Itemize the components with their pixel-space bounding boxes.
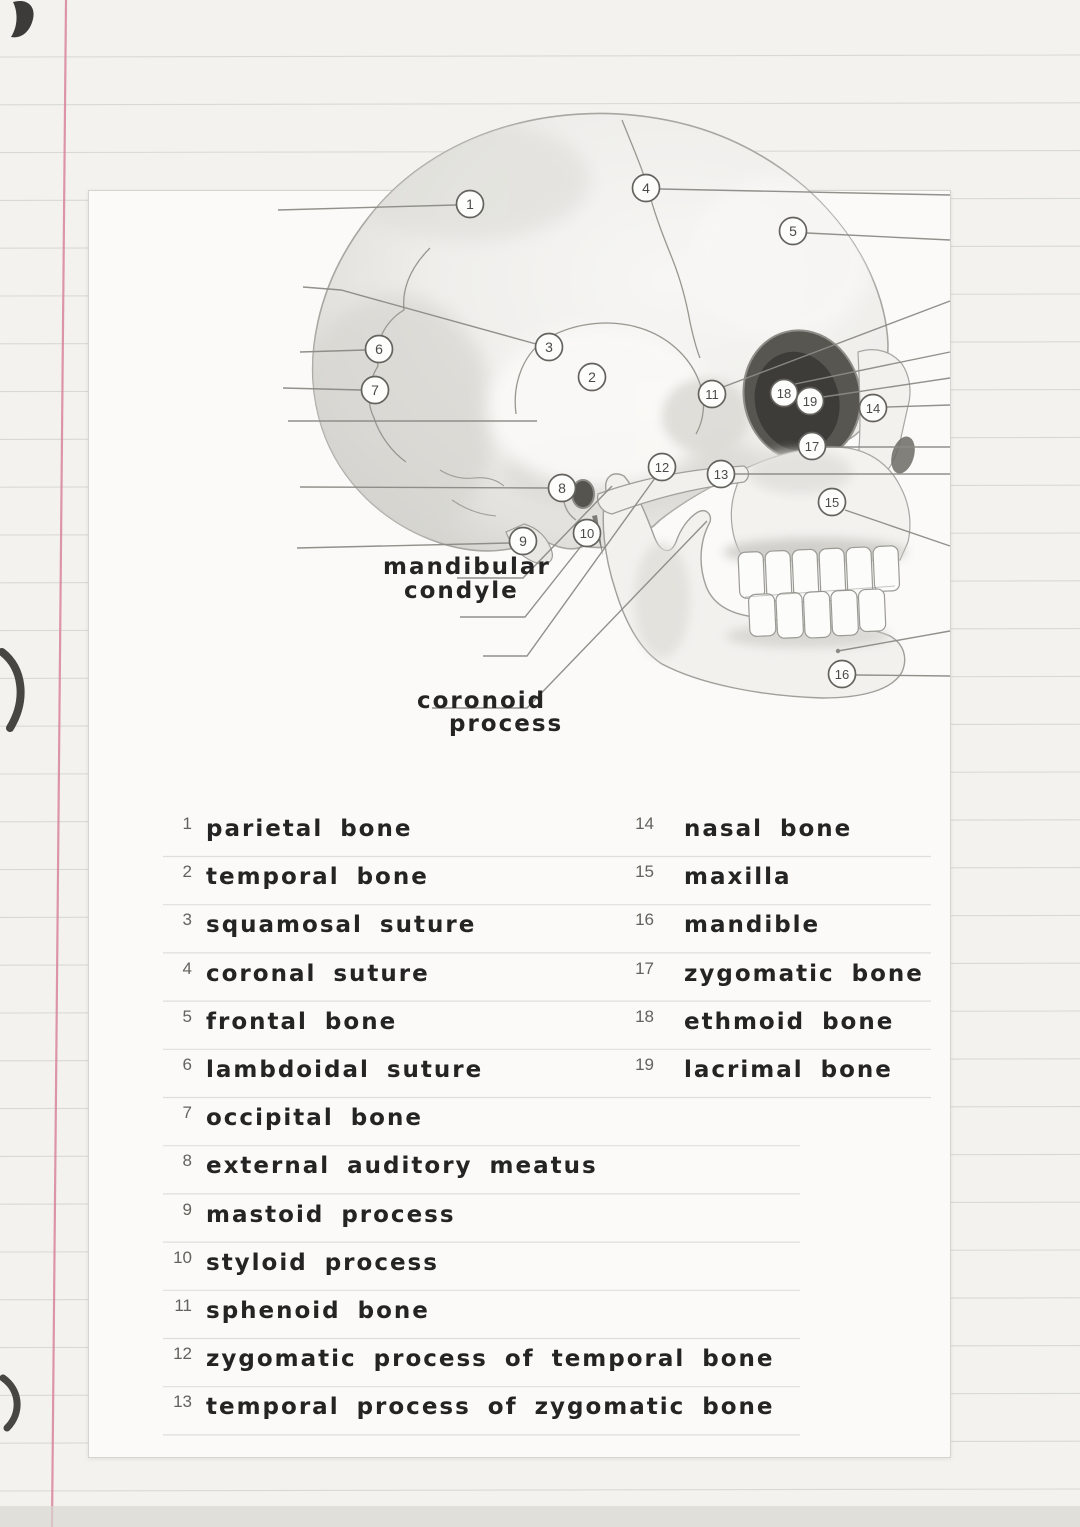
- svg-text:9: 9: [519, 533, 527, 549]
- annotation-text: coronoid: [417, 688, 547, 714]
- legend-item-8: external auditory meatus: [206, 1153, 598, 1180]
- legend-item-11: sphenoid bone: [206, 1298, 430, 1324]
- legend-item-18: ethmoid bone: [684, 1008, 895, 1035]
- legend-item-7: occipital bone: [206, 1105, 423, 1132]
- legend-num-17: 17: [635, 958, 654, 978]
- legend-num-4: 4: [182, 958, 192, 978]
- svg-text:3: 3: [545, 339, 553, 355]
- legend-num-14: 14: [635, 814, 654, 833]
- legend-num-15: 15: [635, 862, 654, 882]
- legend-num-11: 11: [174, 1296, 192, 1315]
- svg-text:1: 1: [466, 196, 474, 212]
- legend-item-4: coronal suture: [206, 960, 430, 987]
- svg-text:12: 12: [654, 460, 670, 475]
- svg-text:11: 11: [705, 387, 719, 402]
- svg-text:16: 16: [834, 667, 850, 682]
- legend-item-17: zygomatic bone: [684, 960, 924, 987]
- legend-item-14: nasal bone: [684, 816, 853, 842]
- svg-text:6: 6: [375, 341, 383, 357]
- svg-text:15: 15: [824, 495, 840, 510]
- svg-text:19: 19: [802, 394, 818, 409]
- legend-item-15: maxilla: [684, 864, 792, 891]
- svg-text:10: 10: [579, 526, 595, 541]
- legend-item-13: temporal process of zygomatic bone: [206, 1394, 775, 1421]
- legend-num-12: 12: [173, 1344, 192, 1364]
- legend-num-13: 13: [173, 1392, 192, 1412]
- svg-text:4: 4: [642, 180, 650, 196]
- svg-text:17: 17: [804, 439, 820, 454]
- legend-num-7: 7: [182, 1103, 192, 1123]
- legend-item-5: frontal bone: [206, 1008, 398, 1035]
- svg-text:13: 13: [713, 467, 729, 482]
- legend-item-3: squamosal suture: [206, 912, 477, 939]
- svg-text:5: 5: [789, 223, 797, 239]
- svg-text:18: 18: [776, 386, 792, 401]
- legend-item-19: lacrimal bone: [684, 1057, 893, 1083]
- legend-num-18: 18: [635, 1006, 654, 1026]
- legend-num-9: 9: [182, 1199, 192, 1219]
- legend-item-12: zygomatic process of temporal bone: [206, 1346, 775, 1373]
- legend-num-1: 1: [182, 814, 192, 833]
- legend-num-19: 19: [635, 1055, 654, 1074]
- legend-num-10: 10: [173, 1247, 192, 1267]
- legend-num-8: 8: [182, 1151, 192, 1171]
- legend-item-10: styloid process: [206, 1249, 439, 1276]
- legend-num-5: 5: [182, 1006, 192, 1026]
- legend-num-3: 3: [182, 910, 192, 930]
- legend-num-6: 6: [182, 1055, 192, 1074]
- legend-item-6: lambdoidal suture: [206, 1057, 484, 1083]
- legend-item-9: mastoid process: [206, 1201, 456, 1228]
- legend-item-1: parietal bone: [206, 816, 413, 842]
- legend-item-16: mandible: [684, 912, 821, 939]
- annotation-text: mandibular: [383, 554, 551, 580]
- svg-text:2: 2: [588, 369, 596, 385]
- legend-num-2: 2: [182, 862, 192, 882]
- svg-text:7: 7: [371, 382, 379, 398]
- legend-num-16: 16: [635, 910, 654, 930]
- annotation-text: process: [449, 711, 564, 737]
- svg-text:14: 14: [865, 401, 881, 416]
- svg-text:8: 8: [558, 480, 566, 496]
- annotation-text: condyle: [404, 578, 519, 604]
- legend-item-2: temporal bone: [206, 864, 429, 891]
